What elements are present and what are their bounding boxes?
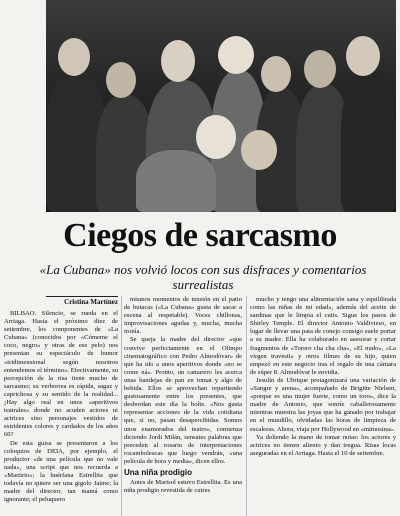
paragraph: Jesulín de Ubrique protagonizará una variación de «Sangre y arena», acompañado de Brigitte Nielsen, «porque es una mujer fuerte, como un toro», dice la madre de Antonio, que sonríe caballerosamente mientras muestra las joyas que ha ganado por trabajar en el mundillo, olvidadas las horas de limpieza de escaleras. Ahora, viaja por Hollywood en «mimosina». — [250, 376, 396, 433]
paragraph: De esta guisa se presentaron a los coloquios de DEIA, por ejemplo, el productor «de una película que no vale nada», una script que nos recuerda a «Martirio»; la huérfana Estrellita que todavía no quiere ser una gigolo Jaime; la madre del director, tan mamá como ignorante; el peluquero — [4, 439, 118, 504]
section-subtitle: Una niña prodigio — [124, 467, 192, 477]
article-column-3 — [250, 296, 396, 516]
paragraph: Antes de Marisol estuvo Estrellita. Es una niña prodigio revestida de cutres — [124, 479, 242, 495]
headline: Ciegos de sarcasmo — [63, 217, 337, 254]
paragraph: BILBAO. Silencio, se rueda en el Arriaga. Hasta el próximo diez de setiembre, los componentes de «La Cubana» (conocidos por «Cómeme el coco, negro» y otras de ese pelo) nos presentan su espectáculo de humor «tridimensional según nosotros entendemos el término». Efectivamente, su percepción de la risa tiene mucho de sarcasmo; su verborrea es rápida, sagaz y caprichosa y su sentido de la realidad... ¡Hay algo real en unos «aperitivos teatrales» donde no acuden actores ni actrices sino personajes vestidos de estridentes colores y cardados de los años 60? — [4, 310, 118, 439]
article-column-2 — [124, 296, 242, 516]
paragraph: Ya doliendo la mano de tomar notas: los actores y actrices no tienen aliento y dan tregua. Risas locas aseguradas en el Arriaga. Hasta el 10 de setiembre. — [250, 433, 396, 457]
paragraph: mucho y tengo una alimentación sana y equilibrada como las niñas de mi edad», además del aceite de sardinas que le limpia el cutis. Sigue los pasos de Shirley Temple. El director Antonio Valdivieso, en lugar de llevar una pata de conejo consigo suele portar a su madre. Ella ha colaborado en asesorar y cortar fragmentos de «Torero cha cha cha», «El nudo», «La virgen travesti» y otros filmes de su hijo, quien empezó en este negocio tras el regalo de una cámara de súper 8. Almodóvar le envidia. — [250, 296, 396, 376]
paragraph: mismos momentos de tensión en el patio de butacas («La Cubana» gusta de sacar a escena al respetable). Voces chillonas, improvisaciones agudas y, mucha, mucha ironía. — [124, 296, 242, 336]
article-photo — [46, 0, 396, 212]
byline-rule — [46, 296, 118, 297]
paragraph: Se queja la madre del director «que convive perfectamente en el Olimpo cinematográfico con Pedro Almodóvar» de que ha ido a unos aperitivos donde «no se come ná». Pronto, un camarero les acerca unas bandejas de pan en tomat y algo de bebida. Ellos se aprovechan repartiendo gustosamente entre los presentes, que desbordan este día la boîte. «Nos gusta representar acciones de la vida cotidiana que, si no, pasan desapercibidas. Somos unos enamorados del teatro», comienza diciendo Jordi Milán, sensates palabras que preceden al rosario de interpretaciones rocambolescas que luego vendrán, «una película de hora y media», dicen ellos. — [124, 336, 242, 465]
column-divider — [121, 296, 122, 516]
column-divider — [246, 296, 247, 516]
byline: Cristina Martínez — [64, 298, 118, 306]
article-column-1 — [4, 310, 118, 516]
subheadline: «La Cubana» nos volvió locos con sus disfraces y comentarios surrealistas — [39, 262, 367, 292]
